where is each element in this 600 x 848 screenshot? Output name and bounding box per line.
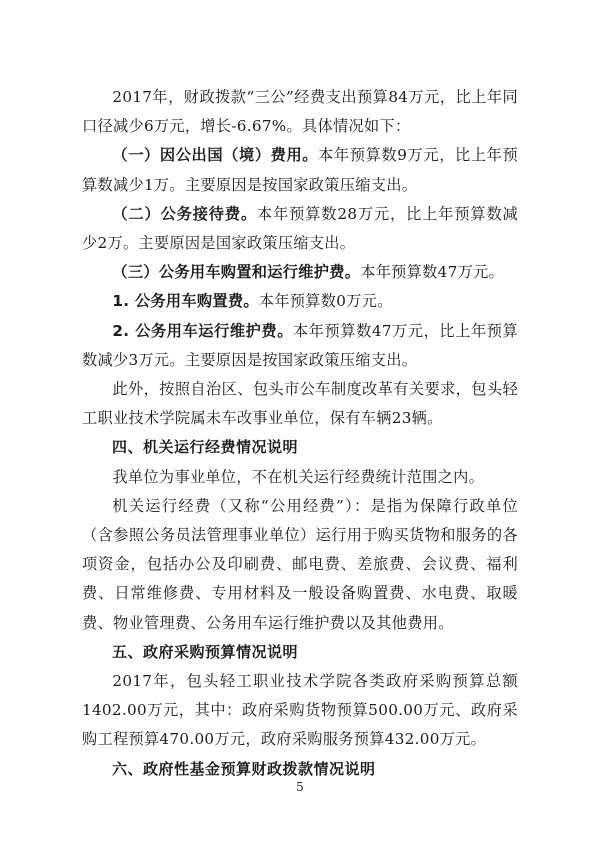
three-public-summary: 2017年，财政拨款“三公”经费支出预算84万元，比上年同口径减少6万元，增长-6.67%。具体情况如下： xyxy=(82,88,518,136)
vehicle-purchase-paragraph xyxy=(82,287,518,316)
vehicle-reform-paragraph: 此外，按照自治区、包头市公车制度改革有关要求，包头轻工职业技术学院属未车改事业单位，保有车辆23辆。 xyxy=(82,380,518,428)
document-body xyxy=(82,83,518,784)
page-number: 5 xyxy=(296,780,304,794)
overseas-travel-paragraph xyxy=(82,141,518,199)
vehicle-operation-paragraph xyxy=(82,317,518,375)
vehicle-operation-text: 本年预算数47万元，比上年预算数减少3万元。主要原因是按国家政策压缩支出。 xyxy=(82,321,519,369)
section-heading-operating-expenses: 四、机关运行经费情况说明 xyxy=(112,438,299,457)
overseas-travel-title: （一）因公出国（境）费用。 xyxy=(112,146,319,165)
reception-title: （二）公务接待费。 xyxy=(112,204,258,223)
operating-expenses-definition: 机关运行经费（又称“公用经费”）：是指为保障行政单位（含参照公务员法管理事业单位）运行用于购买货物和服务的各项资金，包括办公及印刷费、邮电费、差旅费、会议费、福利费、日常维修费、专用材料及一般设备购置费、水电费、取暖费、物业管理费、公务用车运行维护费以及其他费用。 xyxy=(82,496,518,632)
vehicle-operation-title: 2. 公务用车运行维护费。 xyxy=(112,321,293,340)
vehicle-purchase-text: 本年预算数0万元。 xyxy=(258,292,393,311)
procurement-paragraph: 2017年，包头轻工职业技术学院各类政府采购预算总额1402.00万元，其中：政府采购货物预算500.00万元、政府采购工程预算470.00万元，政府采购服务预算432.00万元。 xyxy=(82,672,518,749)
vehicle-title: （三）公务用车购置和运行维护费。 xyxy=(112,263,361,282)
operating-expenses-scope: 我单位为事业单位，不在机关运行经费统计范围之内。 xyxy=(112,467,485,486)
section-heading-government-fund: 六、政府性基金预算财政拨款情况说明 xyxy=(112,759,376,778)
vehicle-text: 本年预算数47万元。 xyxy=(360,263,505,282)
vehicle-purchase-title: 1. 公务用车购置费。 xyxy=(112,292,259,311)
section-heading-procurement: 五、政府采购预算情况说明 xyxy=(112,642,299,661)
overseas-travel-text: 本年预算数9万元，比上年预算数减少1万。主要原因是按国家政策压缩支出。 xyxy=(82,146,518,194)
reception-paragraph xyxy=(82,200,518,258)
reception-text: 本年预算数28万元，比上年预算数减少2万。主要原因是国家政策压缩支出。 xyxy=(82,204,518,253)
vehicle-paragraph xyxy=(82,258,518,287)
